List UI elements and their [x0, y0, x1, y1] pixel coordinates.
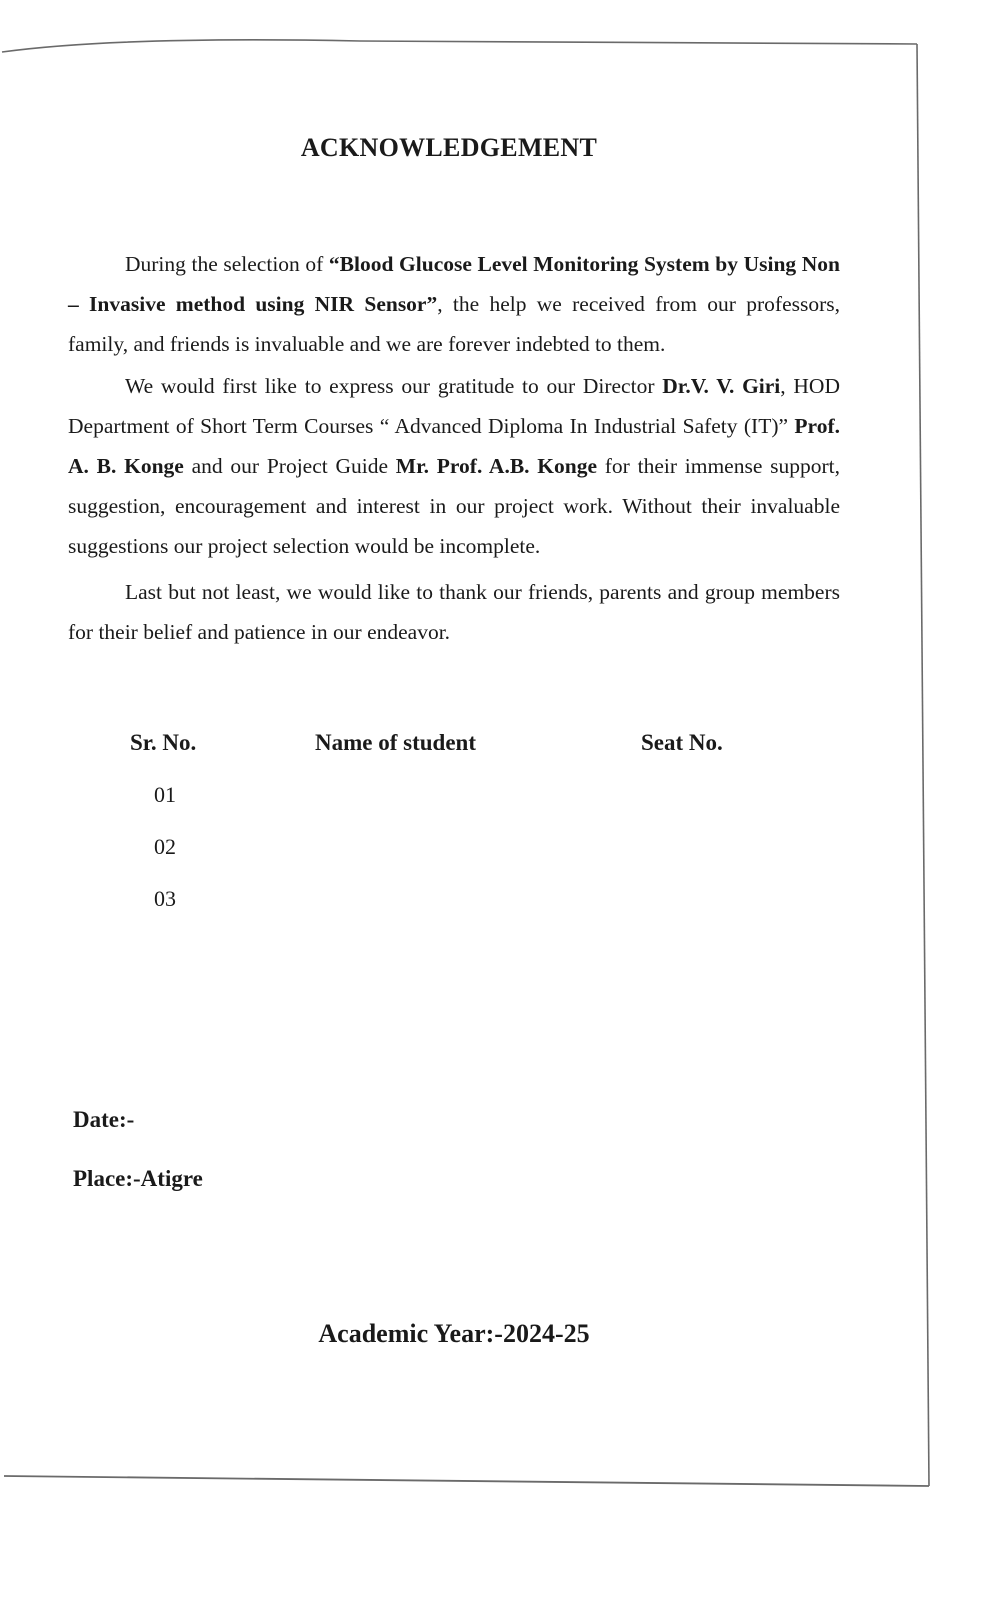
paragraph-text: We would first like to express our gratitude to our Director	[125, 374, 663, 398]
table-row-sr-no: 01	[154, 782, 176, 807]
place-label: Place:-Atigre	[73, 1166, 203, 1191]
paragraph-text: During the selection of	[125, 252, 329, 276]
project-title: “Blood Glucose Level Monitoring System by Using Non – Invasive method using NIR Sensor”	[68, 252, 840, 316]
paragraph-gratitude	[68, 366, 840, 566]
paragraph-project-selection	[68, 244, 840, 364]
column-header-name: Name of student	[315, 730, 476, 755]
director-name: Dr.V. V. Giri	[662, 374, 781, 398]
paragraph-text: , the help we received from our professors, family, and friends is invaluable and we are forever indebted to them.	[68, 292, 840, 356]
column-header-sr-no: Sr. No.	[130, 730, 197, 755]
paragraph-text: , HOD Department of Short Term Courses “ Advanced Diploma In Industrial Safety (IT)”	[68, 374, 840, 438]
academic-year: Academic Year:-2024-25	[318, 1319, 590, 1348]
column-header-seat-no: Seat No.	[641, 730, 723, 755]
hod-name: Prof. A. B. Konge	[68, 414, 840, 478]
date-label: Date:-	[73, 1107, 135, 1132]
paragraph-thanks: Last but not least, we would like to thank our friends, parents and group members for their belief and patience in our endeavor.	[68, 580, 840, 644]
paragraph-text: for their immense support, suggestion, encouragement and interest in our project work. Without their invaluable suggestions our project selection would be incomplete.	[68, 454, 840, 558]
table-row-sr-no: 02	[154, 834, 176, 859]
paragraph-text: and our Project Guide	[183, 454, 396, 478]
page-title: ACKNOWLEDGEMENT	[300, 133, 598, 162]
document-page	[68, 0, 840, 1600]
table-row-sr-no: 03	[154, 886, 176, 911]
guide-name: Mr. Prof. A.B. Konge	[395, 454, 598, 478]
